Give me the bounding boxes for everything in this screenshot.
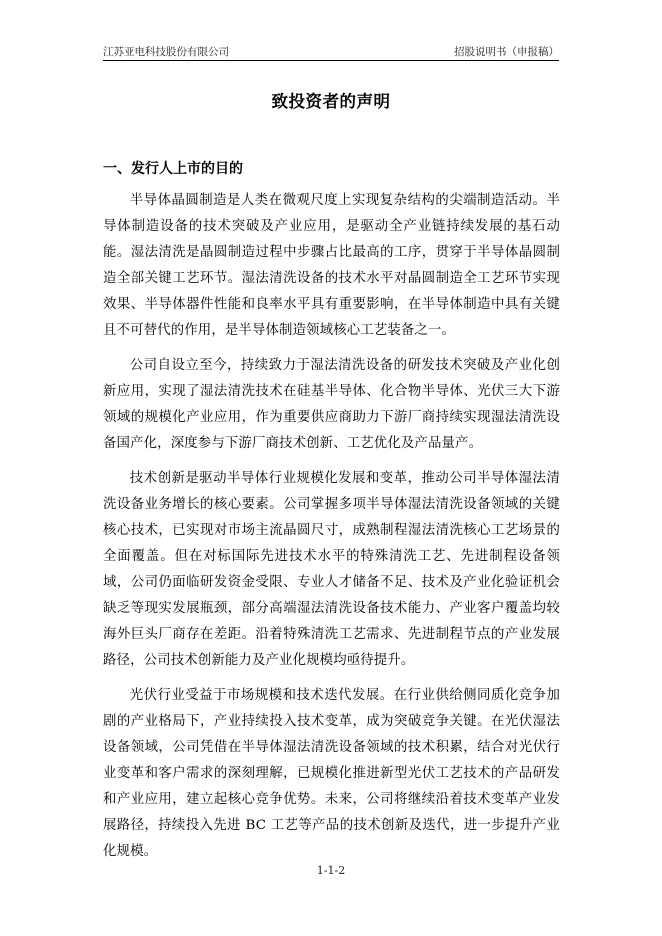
section-heading: 一、发行人上市的目的 bbox=[103, 161, 243, 177]
paragraph: 半导体晶圆制造是人类在微观尺度上实现复杂结构的尖端制造活动。半导体制造设备的技术突破及产业应用，是驱动全产业链持续发展的基石动能。湿法清洗是晶圆制造过程中步骤占比最高的工序，贯穿于半导体晶圆制造全部关键工艺环节。湿法清洗设备的技术水平对晶圆制造全工艺环节实现效果、半导体器件性能和良率水平具有重要影响，在半导体制造中具有关键且不可替代的作用，是半导体制造领域核心工艺装备之一。 bbox=[103, 193, 560, 338]
page-title: 致投资者的声明 bbox=[271, 92, 391, 111]
header-company-name: 江苏亚电科技股份有限公司 bbox=[103, 46, 229, 58]
paragraph: 公司自设立至今，持续致力于湿法清洗设备的研发技术突破及产业化创新应用，实现了湿法清洗技术在硅基半导体、化合物半导体、光伏三大下游领域的规模化产业应用，作为重要供应商助力下游厂商持续实现湿法清洗设备国产化，深度参与下游厂商技术创新、工艺优化及产品量产。 bbox=[103, 358, 560, 451]
paragraph: 光伏行业受益于市场规模和技术迭代发展。在行业供给侧同质化竞争加剧的产业格局下，产业持续投入技术变革，成为突破竞争关键。在光伏湿法设备领域，公司凭借在半导体湿法清洗设备领域的技术积累，结合对光伏行业变革和客户需求的深刻理解，已规模化推进新型光伏工艺技术的产品研发和产业应用，建立起核心竞争优势。未来，公司将继续沿着技术变革产业发展路径，持续投入先进 BC 工艺等产品的技术创新及迭代，进一步提升产业化规模。 bbox=[103, 688, 560, 859]
page-number: 1-1-2 bbox=[316, 864, 346, 877]
body-text bbox=[103, 188, 560, 874]
running-header bbox=[103, 44, 559, 60]
header-document-type: 招股说明书（申报稿） bbox=[454, 46, 559, 58]
paragraph: 技术创新是驱动半导体行业规模化发展和变革，推动公司半导体湿法清洗设备业务增长的核心要素。公司掌握多项半导体湿法清洗设备领域的关键核心技术，已实现对市场主流晶圆尺寸，成熟制程湿法清洗核心工艺场景的全面覆盖。但在对标国际先进技术水平的特殊清洗工艺、先进制程设备领域，公司仍面临研发资金受限、专业人才储备不足、技术及产业化验证机会缺乏等现实发展瓶颈，部分高端湿法清洗设备技术能力、产业客户覆盖均较海外巨头厂商存在差距。沿着特殊清洗工艺需求、先进制程节点的产业发展路径，公司技术创新能力及产业化规模均亟待提升。 bbox=[103, 471, 560, 668]
header-rule bbox=[103, 60, 559, 61]
